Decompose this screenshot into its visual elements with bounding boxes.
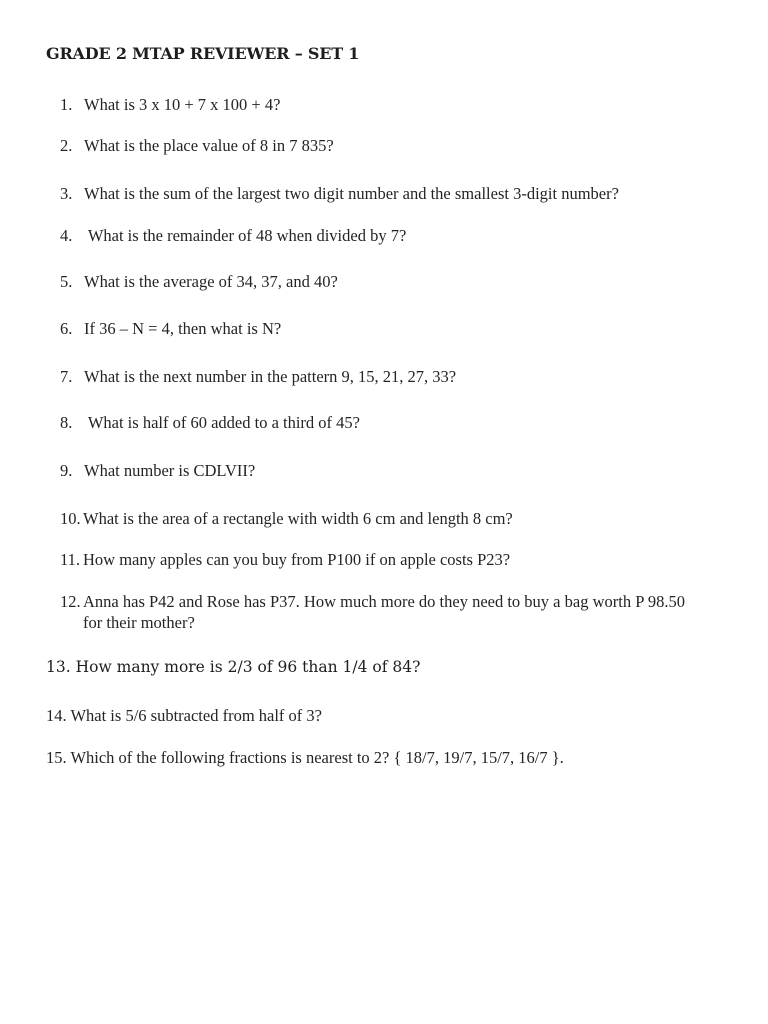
question-number: 10.: [60, 509, 81, 528]
question-text: What is the place value of 8 in 7 835?: [84, 136, 334, 155]
question-9: [60, 460, 255, 481]
question-1: [60, 94, 280, 115]
question-text: If 36 – N = 4, then what is N?: [84, 319, 282, 338]
question-text: What is the next number in the pattern 9, 15, 21, 27, 33?: [84, 367, 457, 386]
question-text: What is 5/6 subtracted from half of 3?: [70, 706, 322, 725]
question-7: [60, 366, 456, 387]
question-number: 13.: [46, 658, 71, 676]
question-text: What is 3 x 10 + 7 x 100 + 4?: [84, 95, 281, 114]
question-number: 5.: [60, 272, 73, 291]
question-13: [46, 657, 420, 678]
question-5: [60, 271, 338, 292]
question-15: [46, 747, 564, 768]
question-number: 4.: [60, 226, 73, 245]
question-2: [60, 135, 334, 156]
question-number: 14.: [46, 706, 67, 725]
question-text: What is the sum of the largest two digit number and the smallest 3-digit number?: [84, 184, 619, 203]
question-number: 7.: [60, 367, 73, 386]
question-12: [60, 591, 700, 633]
question-number: 12.: [60, 592, 81, 611]
question-text: What is half of 60 added to a third of 45?: [84, 413, 360, 432]
question-text: Which of the following fractions is nearest to 2? { 18/7, 19/7, 15/7, 16/7 }.: [70, 748, 564, 767]
question-6: [60, 318, 281, 339]
question-8: [60, 412, 360, 433]
question-number: 15.: [46, 748, 67, 767]
question-text: What is the remainder of 48 when divided by 7?: [84, 226, 407, 245]
question-10: [60, 508, 513, 529]
question-14: [46, 705, 322, 726]
question-11: [60, 549, 510, 570]
question-text: Anna has P42 and Rose has P37. How much more do they need to buy a bag worth P 98.50 for their mother?: [83, 592, 686, 632]
question-4: [60, 225, 406, 246]
question-number: 6.: [60, 319, 73, 338]
question-3: [60, 183, 619, 204]
question-text: What is the area of a rectangle with width 6 cm and length 8 cm?: [83, 509, 513, 528]
question-text: What is the average of 34, 37, and 40?: [84, 272, 338, 291]
question-text: How many apples can you buy from P100 if on apple costs P23?: [83, 550, 511, 569]
question-text: How many more is 2/3 of 96 than 1/4 of 84?: [75, 658, 421, 676]
question-number: 9.: [60, 461, 73, 480]
question-number: 11.: [60, 550, 81, 569]
page-title: GRADE 2 MTAP REVIEWER – SET 1: [46, 44, 360, 63]
question-text: What number is CDLVII?: [84, 461, 256, 480]
question-number: 1.: [60, 95, 73, 114]
question-number: 3.: [60, 184, 73, 203]
question-number: 2.: [60, 136, 73, 155]
question-number: 8.: [60, 413, 73, 432]
